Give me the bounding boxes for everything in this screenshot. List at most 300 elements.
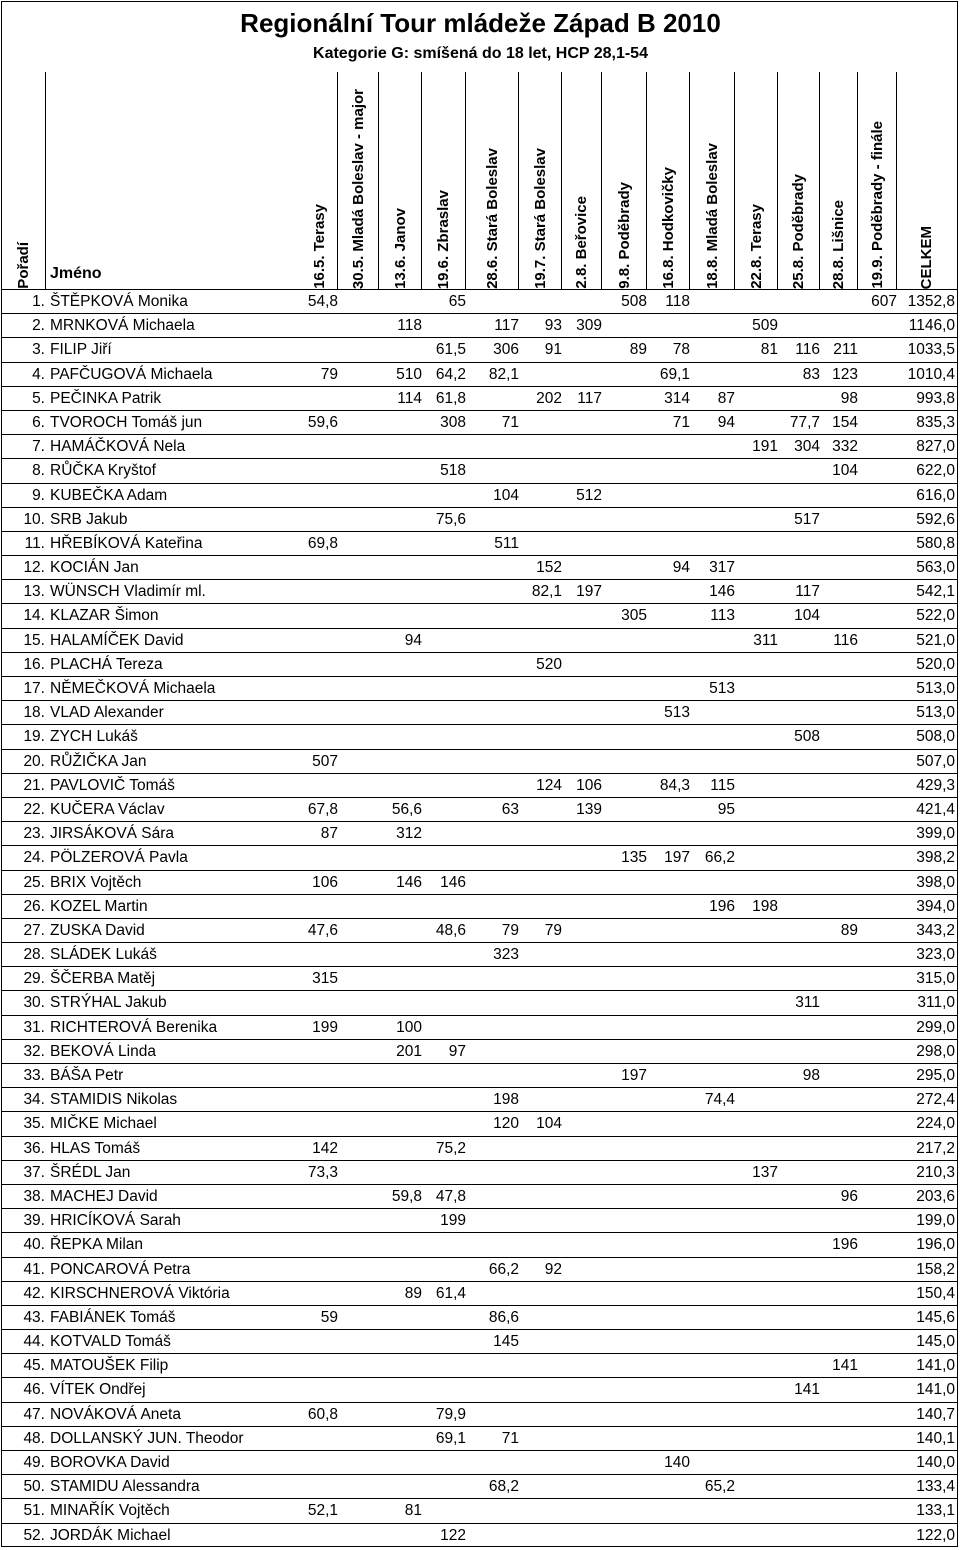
score-cell: 91 — [544, 341, 562, 359]
player-name: SRB Jakub — [50, 510, 128, 528]
total-cell: 993,8 — [916, 389, 955, 407]
score-cell: 79,9 — [435, 1405, 466, 1423]
score-cell: 198 — [752, 897, 778, 915]
table-row — [2, 942, 957, 966]
player-name: HRICÍKOVÁ Sarah — [50, 1212, 181, 1230]
rank-cell: 3. — [32, 341, 45, 359]
score-cell: 67,8 — [307, 800, 338, 818]
player-name: BRIX Vojtěch — [50, 873, 142, 891]
score-cell: 94 — [717, 413, 735, 431]
rank-cell: 6. — [32, 413, 45, 431]
score-cell: 312 — [396, 825, 422, 843]
total-cell: 224,0 — [916, 1115, 955, 1133]
player-name: HŘEBÍKOVÁ Kateřina — [50, 534, 203, 552]
score-cell: 61,5 — [435, 341, 466, 359]
score-cell: 306 — [493, 341, 519, 359]
score-cell: 115 — [710, 776, 735, 794]
event-header — [690, 72, 735, 289]
score-cell: 116 — [795, 341, 820, 359]
player-name: ZYCH Lukáš — [50, 728, 138, 746]
score-cell: 82,1 — [531, 583, 562, 601]
event-header-label: 16.5. Terasy — [311, 204, 328, 289]
total-cell: 133,4 — [916, 1478, 955, 1496]
player-name: HALAMÍČEK David — [50, 631, 184, 649]
rank-cell: 35. — [23, 1115, 45, 1133]
score-cell: 117 — [494, 317, 519, 335]
table-row — [2, 845, 957, 869]
player-name: FILIP Jiří — [50, 341, 112, 359]
table-row — [2, 1450, 957, 1474]
score-cell: 199 — [440, 1212, 466, 1230]
score-cell: 79 — [320, 365, 338, 383]
table-row — [2, 434, 957, 458]
total-cell: 513,0 — [916, 704, 955, 722]
score-cell: 65,2 — [704, 1478, 735, 1496]
score-cell: 197 — [664, 849, 690, 867]
score-cell: 86,6 — [488, 1308, 519, 1326]
rank-cell: 44. — [23, 1333, 45, 1351]
score-cell: 92 — [544, 1260, 562, 1278]
score-cell: 75,2 — [435, 1139, 466, 1157]
rank-cell: 47. — [23, 1405, 45, 1423]
table-row — [2, 1305, 957, 1329]
score-cell: 314 — [664, 389, 690, 407]
player-name: HLAS Tomáš — [50, 1139, 141, 1157]
score-cell: 142 — [312, 1139, 338, 1157]
player-name: MATOUŠEK Filip — [50, 1357, 169, 1375]
results-sheet — [1, 1, 958, 1547]
event-header-label: 30.5. Mladá Boleslav - major — [349, 88, 367, 289]
score-cell: 309 — [576, 317, 602, 335]
score-cell: 308 — [440, 413, 466, 431]
score-cell: 196 — [709, 897, 735, 915]
score-cell: 510 — [396, 365, 422, 383]
total-cell: 141,0 — [916, 1357, 955, 1375]
total-cell: 217,2 — [916, 1139, 955, 1157]
player-name: ZUSKA David — [50, 921, 145, 939]
total-cell: 1033,5 — [907, 341, 955, 359]
score-cell: 104 — [832, 462, 858, 480]
score-cell: 52,1 — [307, 1502, 338, 1520]
rank-cell: 48. — [23, 1429, 45, 1447]
rank-cell: 39. — [23, 1212, 45, 1230]
table-row — [2, 1426, 957, 1450]
score-cell: 305 — [621, 607, 647, 625]
player-name: WÜNSCH Vladimír ml. — [50, 583, 206, 601]
score-cell: 517 — [794, 510, 820, 528]
score-cell: 508 — [794, 728, 820, 746]
rank-cell: 21. — [23, 776, 45, 794]
event-header — [602, 72, 647, 289]
total-cell: 298,0 — [916, 1042, 955, 1060]
score-cell: 89 — [629, 341, 647, 359]
rank-cell: 41. — [23, 1260, 45, 1278]
event-header-label: 19.9. Poděbrady - finále — [868, 121, 886, 289]
player-name: KOZEL Martin — [50, 897, 148, 915]
table-row — [2, 918, 957, 942]
table-row — [2, 579, 957, 603]
total-cell: 311,0 — [917, 994, 955, 1012]
score-cell: 71 — [672, 413, 690, 431]
table-row — [2, 1087, 957, 1111]
score-cell: 84,3 — [659, 776, 690, 794]
score-cell: 106 — [576, 776, 602, 794]
table-row — [2, 1474, 957, 1498]
score-cell: 89 — [840, 921, 858, 939]
player-name: PAFČUGOVÁ Michaela — [50, 365, 213, 383]
player-name: KOTVALD Tomáš — [50, 1333, 171, 1351]
rank-cell: 32. — [23, 1042, 45, 1060]
score-cell: 81 — [760, 341, 778, 359]
score-cell: 48,6 — [435, 921, 466, 939]
score-cell: 146 — [396, 873, 422, 891]
score-cell: 124 — [536, 776, 562, 794]
player-name: RŮŽIČKA Jan — [50, 752, 147, 770]
score-cell: 145 — [493, 1333, 519, 1351]
player-name: ŠČERBA Matěj — [50, 970, 156, 988]
rank-cell: 52. — [23, 1526, 45, 1544]
score-cell: 607 — [871, 293, 897, 310]
score-cell: 79 — [544, 921, 562, 939]
total-cell: 145,0 — [916, 1333, 955, 1351]
score-cell: 511 — [494, 534, 519, 552]
table-row — [2, 386, 957, 410]
score-cell: 512 — [576, 486, 602, 504]
rank-cell: 42. — [23, 1284, 45, 1302]
table-row — [2, 1523, 957, 1547]
score-cell: 323 — [493, 946, 519, 964]
total-cell: 141,0 — [916, 1381, 955, 1399]
score-cell: 63 — [501, 800, 519, 818]
table-row — [2, 458, 957, 482]
table-row — [2, 1184, 957, 1208]
total-cell: 835,3 — [916, 413, 955, 431]
score-cell: 69,8 — [307, 534, 338, 552]
total-cell: 210,3 — [916, 1163, 955, 1181]
rank-cell: 24. — [23, 849, 45, 867]
player-name: MIČKE Michael — [50, 1115, 157, 1133]
table-row — [2, 821, 957, 845]
player-name: KLAZAR Šimon — [50, 607, 159, 625]
total-cell: 199,0 — [916, 1212, 955, 1230]
page-subtitle: Kategorie G: smíšená do 18 let, HCP 28,1-54 — [313, 45, 648, 62]
score-cell: 154 — [832, 413, 858, 431]
table-row — [2, 773, 957, 797]
player-name: JORDÁK Michael — [50, 1526, 171, 1544]
score-cell: 141 — [832, 1357, 858, 1375]
score-cell: 66,2 — [704, 849, 735, 867]
rank-cell: 51. — [23, 1502, 45, 1520]
score-cell: 191 — [752, 438, 778, 456]
rank-cell: 8. — [32, 462, 45, 480]
total-cell: 827,0 — [916, 438, 955, 456]
score-cell: 87 — [320, 825, 338, 843]
score-cell: 104 — [493, 486, 519, 504]
player-name: STAMIDIS Nikolas — [50, 1091, 178, 1109]
event-header-label: 25.8. Poděbrady — [790, 173, 807, 289]
score-cell: 98 — [840, 389, 858, 407]
total-cell: 158,2 — [916, 1260, 955, 1278]
player-name: BOROVKA David — [50, 1454, 170, 1471]
rank-cell: 36. — [23, 1139, 45, 1157]
score-cell: 117 — [577, 389, 602, 407]
player-name: MINAŘÍK Vojtěch — [50, 1502, 170, 1520]
score-cell: 93 — [544, 317, 562, 335]
table-row — [2, 700, 957, 724]
score-cell: 87 — [717, 389, 735, 407]
rank-cell: 11. — [24, 534, 45, 552]
table-row — [2, 966, 957, 990]
rank-cell: 12. — [23, 559, 45, 577]
table-row — [2, 1353, 957, 1377]
score-cell: 118 — [397, 317, 422, 335]
score-cell: 95 — [717, 800, 735, 818]
player-name: ŠTĚPKOVÁ Monika — [50, 293, 188, 310]
total-cell: 315,0 — [916, 970, 955, 988]
rank-cell: 16. — [23, 655, 45, 673]
score-cell: 79 — [501, 921, 519, 939]
score-cell: 64,2 — [435, 365, 466, 383]
score-cell: 311 — [753, 631, 778, 649]
table-row — [2, 1208, 957, 1232]
score-cell: 197 — [576, 583, 602, 601]
rank-cell: 5. — [32, 389, 45, 407]
total-cell: 521,0 — [916, 631, 955, 649]
table-row — [2, 894, 957, 918]
table-row — [2, 1039, 957, 1063]
event-header — [735, 72, 778, 289]
rank-cell: 50. — [23, 1478, 45, 1496]
table-row — [2, 990, 957, 1014]
player-name: PÖLZEROVÁ Pavla — [50, 849, 188, 867]
score-cell: 197 — [621, 1067, 647, 1084]
rank-cell: 46. — [23, 1381, 45, 1399]
total-cell: 140,1 — [916, 1429, 955, 1447]
event-header — [422, 72, 466, 289]
rank-cell: 37. — [23, 1163, 45, 1181]
results-table — [2, 289, 957, 1547]
table-row — [2, 870, 957, 894]
rank-cell: 28. — [23, 946, 45, 964]
score-cell: 98 — [802, 1067, 820, 1084]
rank-header-label: Pořadí — [15, 242, 32, 289]
score-cell: 61,8 — [435, 389, 466, 407]
score-cell: 97 — [448, 1042, 466, 1060]
player-name: BÁŠA Petr — [50, 1067, 124, 1084]
event-header-label: 28.6. Stará Boleslav — [483, 148, 501, 289]
rank-cell: 14. — [23, 607, 45, 625]
total-cell: 122,0 — [916, 1526, 955, 1544]
table-row — [2, 1257, 957, 1281]
player-name: KUČERA Václav — [50, 800, 165, 818]
total-cell: 323,0 — [916, 946, 955, 964]
score-cell: 146 — [709, 583, 735, 601]
event-header — [302, 72, 338, 289]
total-cell: 507,0 — [916, 752, 955, 770]
score-cell: 311 — [795, 994, 820, 1012]
table-row — [2, 1377, 957, 1401]
name-header: Jméno — [50, 265, 102, 282]
player-name: FABIÁNEK Tomáš — [50, 1308, 176, 1326]
rank-cell: 27. — [23, 921, 45, 939]
player-name: JIRSÁKOVÁ Sára — [50, 825, 175, 843]
table-row — [2, 603, 957, 627]
rank-cell: 7. — [32, 438, 45, 456]
total-cell: 398,0 — [916, 873, 955, 891]
score-cell: 75,6 — [435, 510, 466, 528]
score-cell: 118 — [665, 293, 690, 310]
score-cell: 54,8 — [307, 293, 338, 310]
score-cell: 513 — [709, 680, 735, 697]
score-cell: 509 — [752, 317, 778, 335]
player-name: SLÁDEK Lukáš — [50, 946, 157, 964]
event-header — [858, 72, 897, 289]
rank-cell: 30. — [23, 994, 45, 1012]
rank-cell: 1. — [32, 293, 45, 310]
player-name: STRÝHAL Jakub — [50, 994, 167, 1012]
page-title: Regionální Tour mládeže Západ B 2010 — [240, 8, 721, 38]
score-cell: 104 — [536, 1115, 562, 1133]
score-cell: 196 — [832, 1236, 858, 1254]
player-name: MACHEJ David — [50, 1187, 158, 1205]
score-cell: 146 — [440, 873, 466, 891]
rank-cell: 17. — [23, 680, 45, 697]
event-header — [466, 72, 519, 289]
rank-cell: 26. — [23, 897, 45, 915]
rank-cell: 40. — [23, 1236, 45, 1254]
score-cell: 94 — [404, 631, 422, 649]
table-row — [2, 362, 957, 386]
score-cell: 202 — [536, 389, 562, 407]
score-cell: 198 — [493, 1091, 519, 1109]
score-cell: 77,7 — [789, 413, 820, 431]
table-row — [2, 724, 957, 748]
table-row — [2, 531, 957, 555]
rank-cell: 33. — [23, 1067, 45, 1084]
score-cell: 60,8 — [307, 1405, 338, 1423]
player-name: RŮČKA Kryštof — [50, 462, 156, 480]
score-cell: 137 — [752, 1163, 778, 1181]
score-cell: 139 — [576, 800, 602, 818]
player-name: KIRSCHNEROVÁ Viktória — [50, 1284, 230, 1302]
score-cell: 59,6 — [307, 413, 338, 431]
score-cell: 47,6 — [307, 921, 338, 939]
total-cell: 140,7 — [916, 1405, 955, 1423]
score-cell: 65 — [448, 293, 466, 310]
score-cell: 117 — [795, 583, 820, 601]
score-cell: 123 — [832, 365, 858, 383]
event-header-label: 13.6. Janov — [391, 208, 409, 289]
score-cell: 122 — [440, 1526, 466, 1544]
score-cell: 199 — [312, 1018, 338, 1036]
total-cell: 150,4 — [916, 1284, 955, 1302]
total-cell: 522,0 — [916, 607, 955, 625]
score-cell: 71 — [501, 413, 519, 431]
player-name: ŘEPKA Milan — [50, 1236, 144, 1254]
table-row — [2, 1232, 957, 1256]
score-cell: 59 — [320, 1308, 338, 1326]
score-cell: 201 — [396, 1042, 422, 1060]
event-header-label: 19.7. Stará Boleslav — [531, 148, 549, 289]
score-cell: 120 — [493, 1115, 519, 1133]
player-name: STAMIDU Alessandra — [50, 1478, 200, 1496]
score-cell: 59,8 — [391, 1187, 422, 1205]
event-header — [519, 72, 562, 289]
score-cell: 71 — [501, 1429, 519, 1447]
score-cell: 66,2 — [488, 1260, 519, 1278]
table-row — [2, 1015, 957, 1039]
event-header-label: CELKEM — [917, 225, 935, 289]
table-row — [2, 652, 957, 676]
event-header — [379, 72, 422, 289]
rank-cell: 23. — [23, 825, 45, 843]
player-name: NOVÁKOVÁ Aneta — [50, 1405, 181, 1423]
rank-cell: 45. — [23, 1357, 45, 1375]
event-header — [338, 72, 379, 289]
table-row — [2, 628, 957, 652]
score-cell: 140 — [664, 1454, 690, 1471]
player-name: KUBEČKA Adam — [50, 486, 168, 504]
event-header-label: 18.8. Mladá Boleslav — [703, 143, 721, 289]
total-cell: 140,0 — [916, 1454, 955, 1471]
rank-cell: 15. — [23, 631, 45, 649]
score-cell: 69,1 — [659, 365, 690, 383]
score-cell: 69,1 — [435, 1429, 466, 1447]
player-name: MRNKOVÁ Michaela — [50, 317, 195, 335]
score-cell: 518 — [440, 462, 466, 480]
player-name: NĚMEČKOVÁ Michaela — [50, 680, 216, 697]
score-cell: 82,1 — [488, 365, 519, 383]
total-cell: 196,0 — [916, 1236, 955, 1254]
rank-cell: 29. — [23, 970, 45, 988]
total-cell: 399,0 — [916, 825, 955, 843]
player-name: PEČINKA Patrik — [50, 389, 162, 407]
total-cell: 1146,0 — [908, 317, 955, 335]
rank-cell: 19. — [23, 728, 45, 746]
event-header — [820, 72, 858, 289]
total-cell: 1010,4 — [907, 365, 955, 383]
event-header-label: 2.8. Beřovice — [573, 196, 590, 289]
table-row — [2, 313, 957, 337]
score-cell: 68,2 — [488, 1478, 519, 1496]
score-cell: 116 — [833, 631, 858, 649]
rank-cell: 25. — [23, 873, 45, 891]
total-cell: 563,0 — [916, 559, 955, 577]
score-cell: 520 — [536, 655, 562, 673]
event-header — [778, 72, 820, 289]
total-cell: 622,0 — [916, 462, 955, 480]
player-name: VÍTEK Ondřej — [50, 1381, 146, 1399]
total-cell: 580,8 — [916, 534, 955, 552]
total-cell: 343,2 — [916, 921, 955, 939]
total-cell: 295,0 — [916, 1067, 955, 1084]
score-cell: 104 — [794, 607, 820, 625]
score-cell: 89 — [404, 1284, 422, 1302]
table-row — [2, 749, 957, 773]
event-header-label: 19.6. Zbraslav — [435, 189, 452, 289]
player-name: KOCIÁN Jan — [50, 559, 139, 577]
total-cell: 299,0 — [916, 1018, 955, 1036]
total-cell: 1352,8 — [907, 293, 955, 310]
table-row — [2, 1160, 957, 1184]
score-cell: 61,4 — [435, 1284, 466, 1302]
player-name: PLACHÁ Tereza — [50, 655, 163, 673]
rank-header — [2, 72, 46, 289]
score-cell: 114 — [397, 389, 422, 407]
table-row — [2, 1498, 957, 1522]
total-cell: 398,2 — [916, 849, 955, 867]
score-cell: 141 — [794, 1381, 820, 1399]
